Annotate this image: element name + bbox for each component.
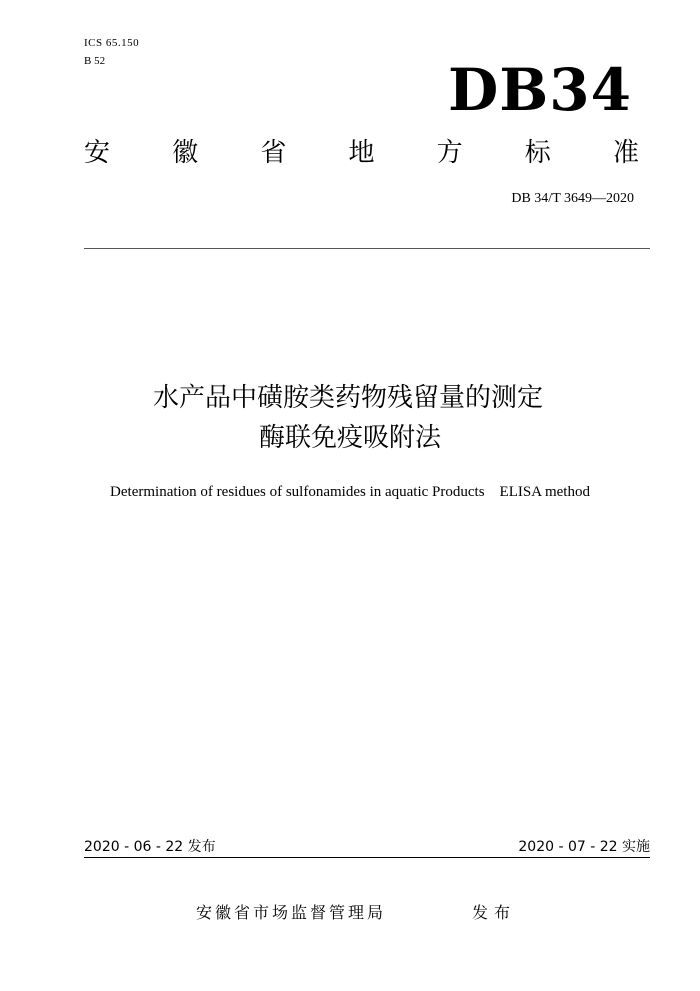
issue-date: 2020 - 06 - 22 发布 [84, 839, 216, 855]
issue-label: 发布 [472, 903, 517, 922]
footer-divider [84, 857, 650, 858]
english-title: Determination of residues of sulfonamides in aquatic Products ELISA method [110, 484, 590, 500]
standard-title-char: 安 [84, 138, 111, 168]
classification-code: B 52 [84, 55, 106, 67]
document-title-line1 [0, 380, 700, 416]
standard-title-char: 准 [612, 138, 639, 168]
standard-title-char: 标 [524, 138, 551, 168]
implement-date: 2020 - 07 - 22 实施 [518, 839, 650, 855]
document-title-line2: 酶联免疫吸附法 [258, 423, 441, 453]
standard-title-char: 地 [348, 138, 375, 168]
standard-title-char: 省 [260, 138, 287, 168]
header-divider [84, 248, 650, 249]
ics-code: ICS 65.150 [84, 37, 140, 49]
standard-title-char: 徽 [172, 138, 199, 168]
standard-number: DB 34/T 3649—2020 [511, 191, 634, 206]
standard-title [84, 136, 639, 170]
db-logo: DB34 [447, 56, 632, 124]
issuing-authority: 安徽省市场监督管理局 [196, 903, 387, 922]
document-title-line1-text: 水产品中磺胺类药物残留量的测定 [152, 383, 543, 413]
standard-title-char: 方 [436, 138, 463, 168]
